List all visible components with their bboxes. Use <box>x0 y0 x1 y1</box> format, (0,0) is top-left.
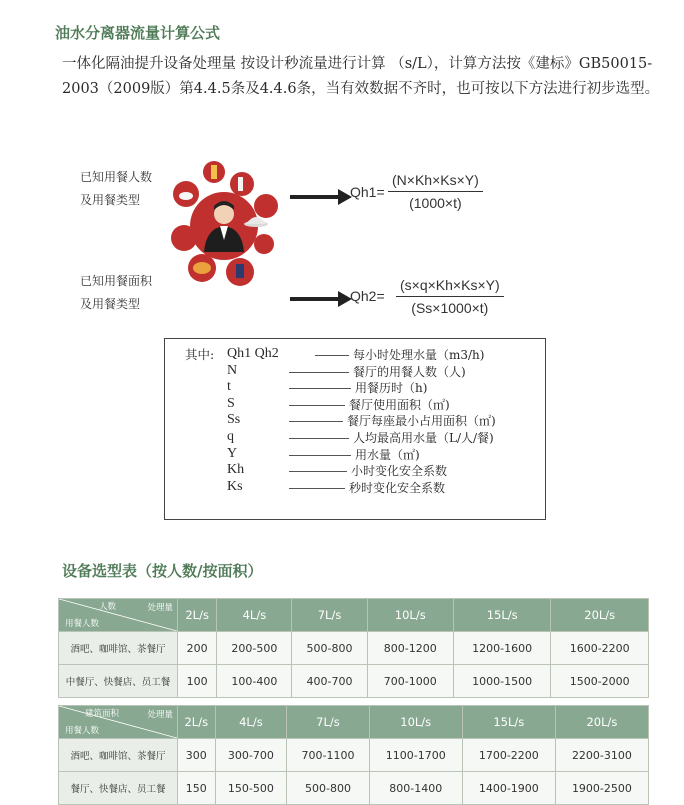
legend-symbol: t <box>227 379 231 394</box>
legend-description: 秒时变化安全系数 <box>349 481 446 495</box>
legend-symbol: S <box>227 396 235 411</box>
table-cell: 1400-1900 <box>462 772 555 805</box>
table-header-row <box>59 599 649 632</box>
table-cell: 1100-1700 <box>369 739 462 772</box>
table-cell: 500-800 <box>292 632 367 665</box>
method1-label <box>80 166 152 212</box>
table-cell: 1500-2000 <box>551 665 649 698</box>
legend-row <box>165 446 545 462</box>
legend-row <box>165 462 545 478</box>
selection-table-by-area <box>58 705 649 805</box>
legend-symbol: Kh <box>227 462 245 477</box>
legend-row <box>165 479 545 495</box>
legend-row <box>165 429 545 445</box>
legend-row <box>165 363 545 379</box>
table-cell: 2200-3100 <box>555 739 648 772</box>
table-corner-cell <box>59 599 178 632</box>
legend-connector <box>289 421 343 422</box>
table-cell: 800-1400 <box>369 772 462 805</box>
row-label: 中餐厅、快餐店、员工餐 <box>59 665 178 698</box>
table-cell: 1600-2200 <box>551 632 649 665</box>
table-cell: 700-1100 <box>287 739 369 772</box>
method2-denominator: (Ss×1000×t) <box>411 300 489 316</box>
legend-row <box>165 396 545 412</box>
method1-arrow <box>290 195 340 199</box>
table-cell: 1700-2200 <box>462 739 555 772</box>
legend-row <box>165 346 545 362</box>
table-row <box>59 665 649 698</box>
table-cell: 150 <box>178 772 216 805</box>
table-cell: 1900-2500 <box>555 772 648 805</box>
legend-description: 餐厅每座最小占用面积（㎡) <box>347 414 496 428</box>
legend-description: 每小时处理水量（m3/h) <box>353 348 485 362</box>
row-label: 餐厅、快餐店、员工餐 <box>59 772 178 805</box>
table-cell: 200-500 <box>217 632 292 665</box>
table-corner-cell <box>59 706 178 739</box>
method1-lhs: Qh1= <box>350 184 385 200</box>
method2-arrow <box>290 297 340 301</box>
column-header: 4L/s <box>217 599 292 632</box>
method1-fraction <box>388 172 483 211</box>
column-header: 15L/s <box>462 706 555 739</box>
legend-symbol: Ks <box>227 479 243 494</box>
legend-connector <box>289 438 349 439</box>
corner-top-label: 处理量 <box>147 710 173 720</box>
table-cell: 800-1200 <box>367 632 453 665</box>
legend-symbol: N <box>227 363 238 378</box>
table-cell: 100 <box>178 665 217 698</box>
legend-description: 餐厅使用面积（㎡) <box>349 398 450 412</box>
column-header: 10L/s <box>369 706 462 739</box>
legend-row <box>165 412 545 428</box>
table-cell: 200 <box>178 632 217 665</box>
table-cell: 400-700 <box>292 665 367 698</box>
table-cell: 300-700 <box>215 739 287 772</box>
intro-paragraph: 一体化隔油提升设备处理量 按设计秒流量进行计算 （s/L），计算方法按《建标》GB50015-2003（2009版）第4.4.5条及4.4.6条，当有效数据不齐时，也可按以下方法进行初步选型。 <box>62 56 660 97</box>
page-title: 油水分离器流量计算公式 <box>55 24 221 42</box>
column-header: 20L/s <box>555 706 648 739</box>
column-header: 10L/s <box>367 599 453 632</box>
column-header: 7L/s <box>287 706 369 739</box>
table-cell: 700-1000 <box>367 665 453 698</box>
row-label: 酒吧、咖啡馆、茶餐厅 <box>59 632 178 665</box>
column-header: 2L/s <box>178 706 216 739</box>
method1-numerator: (N×Kh×Ks×Y) <box>388 172 483 192</box>
table-row <box>59 632 649 665</box>
column-header: 15L/s <box>453 599 551 632</box>
legend-symbol: Qh1 Qh2 <box>227 346 279 361</box>
method2-fraction <box>396 277 504 316</box>
column-header: 2L/s <box>178 599 217 632</box>
method2-label-line2: 及用餐类型 <box>80 297 141 311</box>
table-cell: 1000-1500 <box>453 665 551 698</box>
table-cell: 100-400 <box>217 665 292 698</box>
legend-connector <box>289 372 349 373</box>
method2-numerator: (s×q×Kh×Ks×Y) <box>396 277 504 297</box>
table-cell: 500-800 <box>287 772 369 805</box>
legend-connector <box>289 388 351 389</box>
table-row <box>59 772 649 805</box>
legend-row <box>165 379 545 395</box>
corner-bottom-label: 用餐人数 <box>65 726 100 736</box>
legend-connector <box>315 355 349 356</box>
table-cell: 300 <box>178 739 216 772</box>
table-cell: 1200-1600 <box>453 632 551 665</box>
table-row <box>59 739 649 772</box>
row-label: 酒吧、咖啡馆、茶餐厅 <box>59 739 178 772</box>
corner-top-label: 处理量 <box>147 603 173 613</box>
method1-label-line2: 及用餐类型 <box>80 193 141 207</box>
method1-denominator: (1000×t) <box>409 195 462 211</box>
legend-connector <box>289 455 351 456</box>
variable-legend <box>164 338 546 520</box>
legend-prefix: 其中: <box>185 347 215 362</box>
selection-table-by-people <box>58 598 649 698</box>
table-header-row <box>59 706 649 739</box>
method1-label-line1: 已知用餐人数 <box>80 170 153 184</box>
corner-mid-label: 人数 <box>99 602 117 612</box>
waiter-illustration <box>168 160 280 288</box>
legend-connector <box>289 471 347 472</box>
method2-label-line1: 已知用餐面积 <box>80 274 153 288</box>
table-cell: 150-500 <box>215 772 287 805</box>
legend-description: 餐厅的用餐人数（人) <box>353 365 466 379</box>
corner-mid-label: 建筑面积 <box>85 709 120 719</box>
legend-description: 用水量（㎡) <box>355 448 420 462</box>
column-header: 7L/s <box>292 599 367 632</box>
legend-connector <box>289 488 345 489</box>
legend-symbol: Y <box>227 446 238 461</box>
table-section-title: 设备选型表（按人数/按面积） <box>62 562 263 580</box>
legend-description: 用餐历时（h) <box>355 381 428 395</box>
column-header: 20L/s <box>551 599 649 632</box>
column-header: 4L/s <box>215 706 287 739</box>
legend-symbol: Ss <box>227 412 241 427</box>
legend-description: 人均最高用水量（L/人/餐) <box>353 431 494 445</box>
legend-description: 小时变化安全系数 <box>351 464 448 478</box>
legend-symbol: q <box>227 429 234 444</box>
corner-bottom-label: 用餐人数 <box>65 619 100 629</box>
method2-lhs: Qh2= <box>350 288 385 304</box>
method2-label <box>80 270 152 316</box>
legend-connector <box>289 405 345 406</box>
